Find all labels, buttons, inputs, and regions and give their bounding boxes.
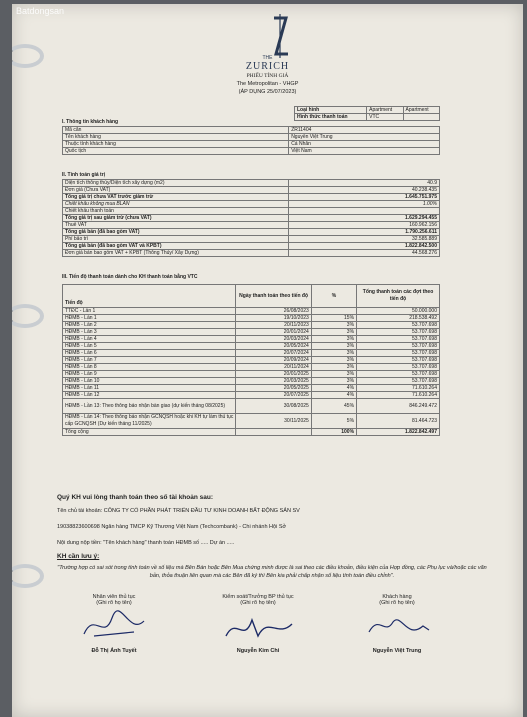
product-row: [295, 114, 440, 121]
section-calc-title: II. Tính toán giá trị: [62, 172, 106, 178]
schedule-cell: 20/05/2025: [236, 385, 311, 392]
product-cell: Loại hình: [295, 107, 367, 114]
product-cell: Apartment: [403, 107, 439, 114]
schedule-cell: HĐMB - Lần 12: [63, 392, 236, 399]
schedule-cell: 20/07/2025: [236, 392, 311, 399]
project-subtitle: The Metropolitan - VHGP: [236, 81, 299, 87]
section-schedule-title: III. Tiến độ thanh toán dành cho KH thanh toán bằng VTC: [62, 274, 198, 280]
signature-hint: (Ghi rõ họ tên): [379, 600, 415, 606]
calc-row: [63, 250, 440, 257]
schedule-cell: 5%: [311, 414, 356, 429]
product-row: [295, 107, 440, 114]
signature-name: Nguyễn Việt Trung: [372, 648, 422, 654]
signature-role: Nhân viên thủ tục: [92, 594, 136, 600]
schedule-cell: [311, 308, 356, 315]
customer-value: ZR11404: [289, 127, 440, 134]
schedule-cell: HĐMB - Lần 14: Theo thông báo nhận GCNQSH hoặc khi KH tự làm thủ tục cấp GCNQSH (Dự kiến tháng 11/2025): [63, 414, 236, 429]
schedule-cell: 218.538.492: [357, 315, 440, 322]
schedule-cell: 846.249.472: [357, 399, 440, 414]
calc-value: 40.238.435: [289, 187, 440, 194]
schedule-cell: 53.707.698: [357, 371, 440, 378]
customer-value: Nguyễn Việt Trung: [289, 134, 440, 141]
calc-row: [63, 229, 440, 236]
signature-block-customer: [337, 594, 457, 654]
customer-label: Quốc tịch: [63, 148, 289, 155]
calc-label: Diện tích thông thủy/Diện tích xây dựng (m2): [63, 180, 289, 187]
schedule-cell: 71.610.264: [357, 392, 440, 399]
bank-heading: Quý KH vui lòng thanh toán theo số tài khoản sau:: [57, 494, 214, 501]
schedule-row: [63, 322, 440, 329]
customer-row: [63, 141, 440, 148]
schedule-cell: 3%: [311, 343, 356, 350]
schedule-table: [62, 284, 440, 436]
calc-label: Đơn giá (Chưa VAT): [63, 187, 289, 194]
schedule-cell: 20/09/2024: [236, 357, 311, 364]
schedule-cell: 53.707.698: [357, 322, 440, 329]
schedule-total-cell: 100%: [311, 429, 356, 436]
bank-owner: Tên chủ tài khoản: CÔNG TY CỔ PHẦN PHÁT TRIỂN ĐẦU TƯ KINH DOANH BẤT ĐỘNG SẢN SV: [57, 508, 300, 514]
schedule-cell: 3%: [311, 336, 356, 343]
calc-row: [63, 201, 440, 208]
calc-label: Tổng giá bán (đã bao gồm VAT): [63, 229, 289, 236]
schedule-cell: 20/07/2024: [236, 350, 311, 357]
schedule-cell: 3%: [311, 364, 356, 371]
schedule-cell: 20/01/2024: [236, 329, 311, 336]
schedule-cell: HĐMB - Lần 6: [63, 350, 236, 357]
schedule-cell: HĐMB - Lần 1: [63, 315, 236, 322]
schedule-row: [63, 329, 440, 336]
schedule-cell: 53.707.698: [357, 357, 440, 364]
product-table: [294, 106, 440, 121]
schedule-row: [63, 371, 440, 378]
schedule-cell: 4%: [311, 392, 356, 399]
signature-role: Kiểm soát/Trưởng BP thủ tục: [222, 594, 294, 600]
schedule-cell: HĐMB - Lần 5: [63, 343, 236, 350]
product-cell: Apartment: [367, 107, 403, 114]
schedule-header-cell: Tổng thanh toán các đợt theo tiến độ: [357, 285, 440, 308]
schedule-cell: 20/11/2023: [236, 322, 311, 329]
schedule-cell: 3%: [311, 357, 356, 364]
signature-role: Khách hàng: [382, 594, 412, 600]
schedule-cell: 19/10/2023: [236, 315, 311, 322]
schedule-header-cell: %: [311, 285, 356, 308]
schedule-row: [63, 392, 440, 399]
schedule-cell: 71.610.264: [357, 385, 440, 392]
schedule-total-row: [63, 429, 440, 436]
calc-value: 1.790.256.611: [289, 229, 440, 236]
handwritten-signature: [74, 606, 154, 646]
section-customer-title: I. Thông tin khách hàng: [62, 119, 119, 125]
calc-label: Phí bảo trì: [63, 236, 289, 243]
schedule-cell: HĐMB - Lần 11: [63, 385, 236, 392]
schedule-cell: 53.707.698: [357, 364, 440, 371]
calc-row: [63, 194, 440, 201]
schedule-row: [63, 350, 440, 357]
schedule-cell: HĐMB - Lần 4: [63, 336, 236, 343]
customer-row: [63, 127, 440, 134]
schedule-header-cell: Tiến độ: [63, 285, 236, 308]
calc-value: 44.568.276: [289, 250, 440, 257]
schedule-cell: HĐMB - Lần 9: [63, 371, 236, 378]
schedule-cell: 3%: [311, 322, 356, 329]
schedule-cell: 53.707.698: [357, 329, 440, 336]
schedule-row: [63, 414, 440, 429]
schedule-total-cell: Tổng cộng: [63, 429, 236, 436]
product-cell: [403, 114, 439, 121]
calc-table: [62, 179, 440, 257]
schedule-row: [63, 315, 440, 322]
schedule-cell: 53.707.698: [357, 343, 440, 350]
calc-row: [63, 222, 440, 229]
schedule-cell: 20/03/2025: [236, 378, 311, 385]
schedule-row: [63, 336, 440, 343]
schedule-cell: 20/05/2024: [236, 343, 311, 350]
schedule-cell: 53.707.698: [357, 350, 440, 357]
notes-body: "Trường hợp có sai sót trong tính toán về số liệu mà Bên Bán hoặc Bên Mua chứng minh được là sai theo các điều khoản, điều kiện của Hợp đồng, các Phụ lục và/hoặc các văn bản, thỏa thuận liên quan mà các Bên đã ký thì Bên kia phải chấp nhận số liệu tính toán điều chỉnh".: [57, 565, 487, 579]
schedule-cell: HĐMB - Lần 3: [63, 329, 236, 336]
schedule-cell: HĐMB - Lần 10: [63, 378, 236, 385]
schedule-cell: 26/08/2023: [236, 308, 311, 315]
binder-ring: [12, 304, 44, 328]
customer-row: [63, 134, 440, 141]
customer-row: [63, 148, 440, 155]
signature-hint: (Ghi rõ họ tên): [240, 600, 276, 606]
schedule-header-row: [63, 285, 440, 308]
schedule-row: [63, 364, 440, 371]
calc-value: 32.585.889: [289, 236, 440, 243]
schedule-cell: 20/11/2024: [236, 364, 311, 371]
signature-name: Đỗ Thị Ánh Tuyết: [91, 648, 137, 654]
calc-value: 1.00%: [289, 201, 440, 208]
schedule-cell: 53.707.698: [357, 336, 440, 343]
schedule-row: [63, 308, 440, 315]
schedule-total-cell: [236, 429, 311, 436]
calc-label: Tổng giá bán (đã bao gồm VAT và KPBT): [63, 243, 289, 250]
schedule-cell: 81.464.723: [357, 414, 440, 429]
schedule-cell: 3%: [311, 371, 356, 378]
schedule-row: [63, 399, 440, 414]
calc-value: 1.822.842.500: [289, 243, 440, 250]
schedule-row: [63, 378, 440, 385]
schedule-cell: HĐMB - Lần 7: [63, 357, 236, 364]
schedule-cell: HĐMB - Lần 2: [63, 322, 236, 329]
calc-row: [63, 208, 440, 215]
bank-account: 19038823600698 Ngân hàng TMCP Kỹ Thương Việt Nam (Techcombank) - Chi nhánh Hội Sở: [57, 524, 287, 530]
calc-label: Thuế VAT: [63, 222, 289, 229]
signature-block-staff: [54, 594, 174, 654]
calc-label: Tổng giá trị chưa VAT trước giảm trừ: [63, 194, 289, 201]
schedule-cell: 20/01/2025: [236, 371, 311, 378]
signature-block-supervisor: [198, 594, 318, 654]
schedule-cell: 4%: [311, 385, 356, 392]
calc-label: Tổng giá trị sau giảm trừ (chưa VAT): [63, 215, 289, 222]
calc-value: [289, 208, 440, 215]
schedule-cell: 50.000.000: [357, 308, 440, 315]
schedule-header-cell: Ngày thanh toán theo tiến độ: [236, 285, 311, 308]
schedule-cell: 3%: [311, 350, 356, 357]
handwritten-signature: [357, 606, 437, 646]
calc-value: 1.629.294.455: [289, 215, 440, 222]
calc-value: 160.962.156: [289, 222, 440, 229]
customer-label: Thuộc tính khách hàng: [63, 141, 289, 148]
calc-label: Chiết khấu không mua BLAN: [63, 201, 289, 208]
document-title: PHIẾU TÍNH GIÁ: [246, 73, 289, 79]
watermark: Batdongsan: [16, 6, 65, 16]
customer-value: Cá Nhân: [289, 141, 440, 148]
calc-label: Chiết khấu thanh toán: [63, 208, 289, 215]
schedule-cell: 3%: [311, 329, 356, 336]
notes-heading: KH cần lưu ý:: [57, 553, 100, 560]
calc-row: [63, 215, 440, 222]
product-cell: VTC: [367, 114, 403, 121]
schedule-row: [63, 343, 440, 350]
schedule-row: [63, 357, 440, 364]
schedule-cell: 30/11/2025: [236, 414, 311, 429]
customer-label: Tên khách hàng: [63, 134, 289, 141]
transfer-content: Nội dung nộp tiền: "Tên khách hàng" thanh toán HĐMB số ..... Dự án .....: [57, 540, 235, 546]
calc-row: [63, 236, 440, 243]
product-cell: Hình thức thanh toán: [295, 114, 367, 121]
schedule-cell: 30/08/2025: [236, 399, 311, 414]
effective-date: (ÁP DỤNG 25/07/2023): [238, 89, 297, 95]
handwritten-signature: [218, 606, 298, 646]
customer-table: [62, 126, 440, 155]
brand-name: ZURICH: [245, 61, 290, 72]
schedule-cell: 53.707.698: [357, 378, 440, 385]
customer-label: Mã căn: [63, 127, 289, 134]
brand-prefix: THE: [262, 55, 273, 61]
schedule-cell: 45%: [311, 399, 356, 414]
schedule-total-cell: 1.822.842.497: [357, 429, 440, 436]
schedule-cell: HĐMB - Lần 13: Theo thông báo nhận bàn giao (dự kiến tháng 08/2025): [63, 399, 236, 414]
binder-ring: [12, 564, 44, 588]
schedule-row: [63, 385, 440, 392]
calc-label: Đơn giá bán bao gồm VAT + KPBT (Thông Thủy/ Xây Dựng): [63, 250, 289, 257]
schedule-cell: 15%: [311, 315, 356, 322]
schedule-cell: 20/03/2024: [236, 336, 311, 343]
document-page: [12, 4, 523, 717]
signature-hint: (Ghi rõ họ tên): [96, 600, 132, 606]
schedule-cell: HĐMB - Lần 8: [63, 364, 236, 371]
calc-value: 40.9: [289, 180, 440, 187]
signature-name: Nguyễn Kim Chi: [236, 648, 280, 654]
calc-row: [63, 243, 440, 250]
calc-row: [63, 180, 440, 187]
calc-row: [63, 187, 440, 194]
customer-value: Việt Nam: [289, 148, 440, 155]
schedule-cell: TTĐC - Lần 1: [63, 308, 236, 315]
schedule-cell: 3%: [311, 378, 356, 385]
calc-value: 1.645.751.975: [289, 194, 440, 201]
